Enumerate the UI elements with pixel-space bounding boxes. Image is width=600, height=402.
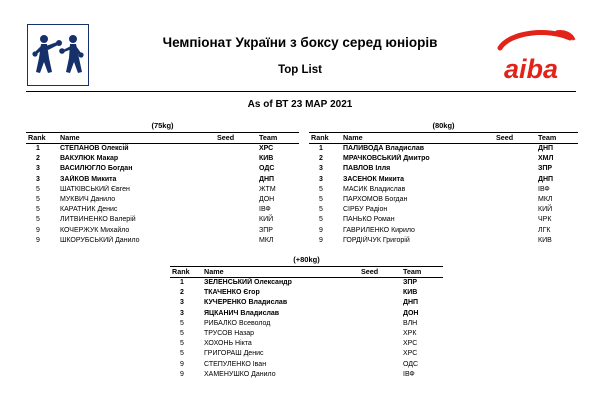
table-row — [26, 164, 299, 174]
table-header — [309, 132, 578, 144]
team-cell: ХРС — [403, 350, 418, 358]
table-row — [170, 319, 443, 329]
rank-cell: 9 — [180, 370, 184, 378]
column-header-name: Name — [204, 267, 224, 276]
team-cell: МКЛ — [259, 236, 274, 244]
boxer-name-cell: МАСИК Владислав — [343, 185, 406, 193]
rank-cell: 3 — [319, 175, 323, 183]
team-cell: ДНП — [538, 145, 554, 152]
boxer-name-cell: ГАВРИЛЕНКО Кирило — [343, 226, 415, 234]
boxer-name-cell: ПАРХОМОВ Богдан — [343, 195, 408, 203]
boxer-name-cell: КАРАТНИК Денис — [60, 206, 118, 214]
team-cell: ДОН — [259, 195, 275, 203]
boxer-name-cell: ВАСИЛЮГЛО Богдан — [60, 165, 133, 173]
column-header-seed: Seed — [361, 267, 379, 276]
table-row — [26, 195, 299, 205]
rank-cell: 2 — [319, 155, 323, 163]
seed-cell — [217, 144, 259, 154]
seed-cell — [361, 278, 403, 288]
rank-cell: 5 — [180, 329, 184, 337]
rank-cell: 3 — [180, 309, 184, 317]
rank-cell: 3 — [180, 299, 184, 307]
table-row — [170, 349, 443, 359]
team-cell: КИВ — [538, 236, 552, 244]
column-header-rank: Rank — [28, 133, 46, 142]
team-cell: ХРС — [259, 145, 274, 152]
rank-cell: 1 — [36, 145, 40, 152]
boxer-name-cell: СТЕПАНОВ Олексій — [60, 145, 129, 152]
column-header-rank: Rank — [172, 267, 190, 276]
rank-cell: 1 — [319, 145, 323, 152]
table-row — [170, 339, 443, 349]
boxer-name-cell: СТЕПУЛЕНКО Іван — [204, 360, 267, 368]
boxer-name-cell: ЗАСЕНОК Микита — [343, 175, 404, 183]
seed-cell — [496, 226, 538, 236]
table-row — [309, 164, 578, 174]
table-row — [309, 226, 578, 236]
team-cell: ЛГК — [538, 226, 551, 234]
table-row — [26, 144, 299, 154]
boxing-federation-logo — [27, 24, 89, 86]
column-header-seed: Seed — [217, 133, 235, 142]
team-cell: ІВФ — [403, 370, 415, 378]
boxer-name-cell: ПАЛИВОДА Владислав — [343, 145, 425, 152]
table-row — [309, 175, 578, 185]
seed-cell — [361, 319, 403, 329]
team-cell: ОДС — [259, 165, 275, 173]
rank-cell: 3 — [36, 175, 40, 183]
team-cell: ВЛН — [403, 319, 418, 327]
aiba-logo-text: aiba — [504, 54, 559, 84]
team-cell: ДНП — [403, 299, 419, 307]
seed-cell — [496, 154, 538, 164]
seed-cell — [217, 175, 259, 185]
rank-cell: 5 — [319, 206, 323, 214]
boxer-name-cell: ШКОРУБСЬКИЙ Данило — [60, 236, 140, 244]
table-row — [170, 370, 443, 380]
boxer-name-cell: ВАКУЛЮК Макар — [60, 155, 119, 163]
team-cell: ІВФ — [538, 185, 550, 193]
team-cell: МКЛ — [538, 195, 553, 203]
rank-cell: 5 — [36, 195, 40, 203]
rank-cell: 9 — [180, 360, 184, 368]
team-cell: ДНП — [259, 175, 275, 183]
page-title: Чемпіонат України з боксу серед юніорів — [162, 35, 438, 50]
rank-cell: 5 — [319, 185, 323, 193]
rank-cell: 3 — [319, 165, 323, 173]
rank-cell: 5 — [36, 206, 40, 214]
seed-cell — [217, 236, 259, 246]
table-row — [309, 144, 578, 154]
seed-cell — [496, 185, 538, 195]
team-cell: ІВФ — [259, 206, 271, 214]
boxer-name-cell: МУКВИЧ Данило — [60, 195, 116, 203]
column-header-team: Team — [538, 133, 557, 142]
seed-cell — [361, 339, 403, 349]
rank-cell: 5 — [319, 216, 323, 224]
seed-cell — [361, 309, 403, 319]
table-row — [170, 329, 443, 339]
column-header-rank: Rank — [311, 133, 329, 142]
table-row — [26, 154, 299, 164]
table-row — [26, 226, 299, 236]
as-of-date: As of ВТ 23 МАР 2021 — [247, 99, 353, 110]
rank-cell: 1 — [180, 279, 184, 286]
boxer-name-cell: ЗЕЛЕНСЬКИЙ Олександр — [204, 279, 292, 286]
seed-cell — [361, 288, 403, 298]
rank-cell: 5 — [180, 350, 184, 358]
table-row — [170, 360, 443, 370]
table-row — [309, 185, 578, 195]
boxers-icon — [27, 24, 89, 86]
seed-cell — [361, 370, 403, 380]
rank-cell: 2 — [36, 155, 40, 163]
table-row — [26, 215, 299, 225]
seed-cell — [496, 175, 538, 185]
rank-cell: 5 — [319, 195, 323, 203]
team-cell: ДНП — [538, 175, 554, 183]
column-header-team: Team — [403, 267, 422, 276]
seed-cell — [496, 164, 538, 174]
rank-cell: 2 — [180, 289, 184, 297]
boxer-name-cell: МРАЧКОВСЬКИЙ Дмитро — [343, 155, 430, 163]
table-row — [26, 236, 299, 246]
table-row — [170, 288, 443, 298]
boxer-name-cell: ПАВЛОВ Ілля — [343, 165, 391, 173]
team-cell: ЗПР — [403, 279, 418, 286]
seed-cell — [496, 195, 538, 205]
seed-cell — [496, 144, 538, 154]
team-cell: ДОН — [403, 309, 419, 317]
rank-cell: 9 — [36, 236, 40, 244]
boxer-name-cell: ХАМЕНУШКО Данило — [204, 370, 276, 378]
team-cell: КИЙ — [259, 216, 274, 224]
column-header-name: Name — [343, 133, 363, 142]
table-80kg — [309, 120, 578, 246]
weight-class-label: (75kg) — [151, 121, 174, 130]
boxer-name-cell: ЯЦКАНИЧ Владислав — [204, 309, 280, 317]
boxer-name-cell: ХОХОНЬ Нікта — [204, 340, 252, 348]
table-row — [309, 195, 578, 205]
team-cell: ЖТМ — [259, 185, 276, 193]
header-divider — [26, 91, 576, 92]
table-plus80kg — [170, 254, 443, 380]
table-header — [26, 132, 299, 144]
table-row — [309, 154, 578, 164]
boxer-name-cell: РИБАЛКО Всеволод — [204, 319, 271, 327]
seed-cell — [361, 329, 403, 339]
team-cell: КИЙ — [538, 206, 553, 214]
table-row — [309, 236, 578, 246]
seed-cell — [217, 185, 259, 195]
page-subtitle: Top List — [278, 64, 322, 76]
rank-cell: 5 — [36, 216, 40, 224]
column-header-seed: Seed — [496, 133, 514, 142]
table-row — [26, 185, 299, 195]
team-cell: КИВ — [403, 289, 418, 297]
weight-class-label: (80kg) — [432, 121, 455, 130]
team-cell: ЗПР — [538, 165, 553, 173]
table-row — [170, 309, 443, 319]
seed-cell — [217, 195, 259, 205]
seed-cell — [361, 360, 403, 370]
rank-cell: 5 — [36, 185, 40, 193]
rank-cell: 9 — [36, 226, 40, 234]
team-cell: ХРС — [403, 340, 418, 348]
boxer-name-cell: ШАТКІВСЬКИЙ Євген — [60, 185, 130, 193]
seed-cell — [496, 205, 538, 215]
seed-cell — [217, 205, 259, 215]
seed-cell — [361, 349, 403, 359]
table-row — [309, 205, 578, 215]
column-header-team: Team — [259, 133, 278, 142]
table-row — [309, 215, 578, 225]
table-row — [170, 278, 443, 288]
boxer-name-cell: ЗАЙКОВ Микита — [60, 175, 117, 183]
rank-cell: 5 — [180, 319, 184, 327]
team-cell: ЗПР — [259, 226, 273, 234]
boxer-name-cell: ГОРДІЙЧУК Григорій — [343, 236, 410, 244]
seed-cell — [496, 215, 538, 225]
team-cell: КИВ — [259, 155, 274, 163]
boxer-name-cell: ТРУСОВ Назар — [204, 329, 255, 337]
table-75kg — [26, 120, 299, 246]
weight-class-label: (+80kg) — [293, 255, 320, 264]
seed-cell — [217, 164, 259, 174]
team-cell: ОДС — [403, 360, 419, 368]
seed-cell — [217, 154, 259, 164]
column-header-name: Name — [60, 133, 80, 142]
seed-cell — [217, 226, 259, 236]
boxer-name-cell: КУЧЕРЕНКО Владислав — [204, 299, 288, 307]
rank-cell: 9 — [319, 226, 323, 234]
table-header — [170, 266, 443, 278]
team-cell: ХРК — [403, 329, 417, 337]
rank-cell: 3 — [36, 165, 40, 173]
team-cell: ЧРК — [538, 216, 552, 224]
rank-cell: 5 — [180, 340, 184, 348]
boxer-name-cell: ПАНЬКО Роман — [343, 216, 395, 224]
rank-cell: 9 — [319, 236, 323, 244]
table-row — [26, 175, 299, 185]
table-row — [170, 298, 443, 308]
seed-cell — [217, 215, 259, 225]
seed-cell — [496, 236, 538, 246]
boxer-name-cell: КОЧЕРЖУК Михайло — [60, 226, 130, 234]
team-cell: ХМЛ — [538, 155, 554, 163]
boxer-name-cell: ГРИГОРАШ Денис — [204, 350, 264, 358]
boxer-name-cell: СІРБУ Радіон — [343, 206, 388, 214]
table-row — [26, 205, 299, 215]
boxer-name-cell: ТКАЧЕНКО Єгор — [204, 289, 260, 297]
boxer-name-cell: ЛИТВИНЕНКО Валерій — [60, 216, 136, 224]
seed-cell — [361, 298, 403, 308]
